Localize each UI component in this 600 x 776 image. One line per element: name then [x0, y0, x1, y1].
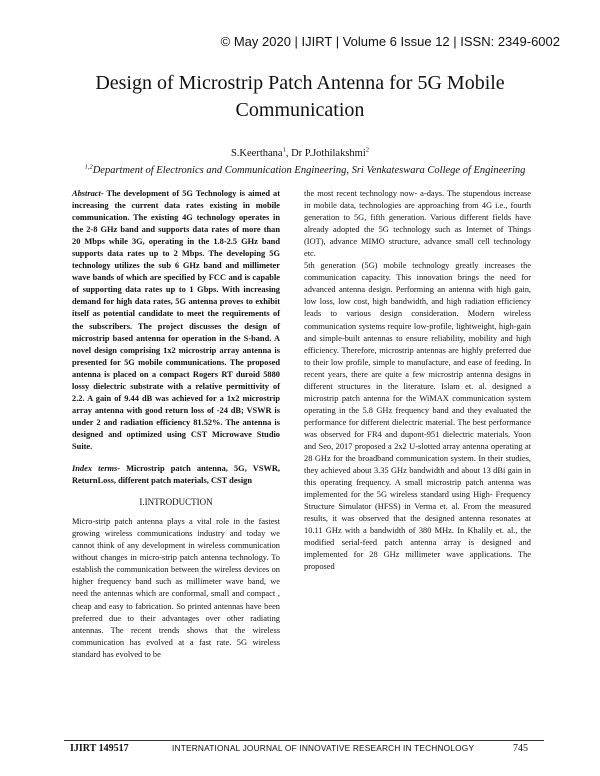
author-separator: , — [285, 148, 292, 159]
footer-page-number: 745 — [513, 743, 528, 754]
index-terms-lead: Index terms- — [72, 464, 121, 474]
abstract-lead: Abstract- — [72, 189, 104, 198]
author-2: Dr P.Jothilakshmi — [291, 148, 366, 159]
affiliation-text: Department of Electronics and Communication Engineering, Sri Venkateswara College of Engineering — [92, 165, 526, 176]
affiliation-mark: 1,2 — [84, 163, 93, 171]
abstract-paragraph — [72, 188, 280, 453]
author-1-mark: 1 — [282, 146, 286, 154]
author-line — [0, 148, 600, 159]
index-terms-paragraph — [72, 463, 280, 487]
footer-journal-name: INTERNATIONAL JOURNAL OF INNOVATIVE RESEARCH IN TECHNOLOGY — [172, 743, 475, 753]
section-heading-introduction: I.INTRODUCTION — [139, 497, 213, 508]
right-paragraph-2: 5th generation (5G) mobile technology greatly increases the communication capacity. This innovation brings the need for advanced antenna design. Performing an antenna with high gain, low loss, low cost, high bandwidth, and high radiation efficiency leads to various design consideration. Modern wireless communication systems require low-profile, lightweight, high-gain and simple-built antennas to ensure reliability, mobility and high efficiency. Therefore, microstrip antennas are highly preferred due to their low profile, simple to manufacture, and ease of feeding. In recent years, there are quite a few microstrip antenna designs in different structures in the literature. Islam et. al. designed a microstrip patch antenna for the WiMAX communication system operating in the 5.8 GHz frequency band and they evaluated the performance for different dielectric material. The best performance was observed for FR4 and dupont-951 dielectric materials. Yoon and Seo, 2017 proposed a 2x2 U-slotted array antenna operating at 28 GHz for the broadband communication system. In their studies, they achieved about 3.35 GHz bandwidth and about 13 dBi gain in this operating frequency. A small microstrip patch antenna was implemented for the 5G wireless standard using High- Frequency Structure Simulator (HFSS) in Verma et. al. From the measured results, it was observed that the designed antenna resonates at 10.11 GHz with a bandwidth of 380 MHz. In Khalily et. al., the modified serial-feed patch antenna array is designed and implemented for 28 GHz millimeter wave applications. The proposed — [304, 261, 531, 572]
intro-paragraph-left: Micro-strip patch antenna plays a vital role in the fastest growing wireless communications industry and today we cannot think of any development in wireless communication without changes in micro-strip patch antenna technology. To establish the communication between the wireless devices on higher frequency band such as millimeter wave band, we need the antennas which are conformal, small and compact , cheap and easy to fabrication. So printed antennas have been preferred due to their advantages over other radiating antennas. The recent trends shows that the wireless communication has evolved at a fast rate. 5G wireless standard has evolved to be — [72, 517, 280, 659]
footer-paper-id: IJIRT 149517 — [70, 743, 129, 754]
author-2-mark: 2 — [365, 146, 370, 154]
right-column — [304, 188, 531, 574]
left-column — [72, 188, 280, 661]
journal-header: © May 2020 | IJIRT | Volume 6 Issue 12 | ISSN: 2349-6002 — [220, 34, 560, 49]
index-terms-text: Microstrip patch antenna, 5G, VSWR, ReturnLoss, different patch materials, CST design — [72, 464, 280, 486]
paper-title: Design of Microstrip Patch Antenna for 5G Mobile Communication — [95, 72, 505, 121]
affiliation-line — [40, 165, 570, 176]
footer-rule — [64, 740, 544, 741]
author-1: S.Keerthana — [230, 148, 283, 159]
right-paragraph-1: the most recent technology now- a-days. The stupendous increase in mobile data, technologies are approaching from 4G i.e., fourth generation to 5G, fifth generation. Various different fields have already adopted the 5G technology such as Internet of Things (IOT), advance MIMO structure, advance small cell technology etc. — [304, 189, 531, 259]
abstract-text: The development of 5G Technology is aimed at increasing the current data rates existing in mobile communication. The existing 4G technology operates in the 2-8 GHz band and supports data rates of more than 20 Mbps while 3G, operating in the 1.8-2.5 GHz band supports data rates up to 2 Mbps. The developing 5G technology utilizes the sub 6 GHz band and millimeter wave bands of which are specified by FCC and is capable of supporting data rates up to 1 Gbps. With increasing demand for high data rates, 5G antenna proves to exhibit itself as potential candidate to meet the requirements of the subscribers. The project discusses the design of microstrip based antenna for operation in the S-band. A novel design comprising 1x2 microstrip array antenna is presented for 5G mobile communications. The proposed antenna is placed on a compact Rogers RT duroid 5880 lossy dielectric substrate with a relative permittivity of 2.2. A gain of 9.44 dB was achieved for a 1x2 microstrip array antenna with good return loss of -24 dB; VSWR is under 2 and radiation efficiency 81.52%. The antenna is designed and optimized using CST Microwave Studio Suite. — [72, 189, 280, 451]
